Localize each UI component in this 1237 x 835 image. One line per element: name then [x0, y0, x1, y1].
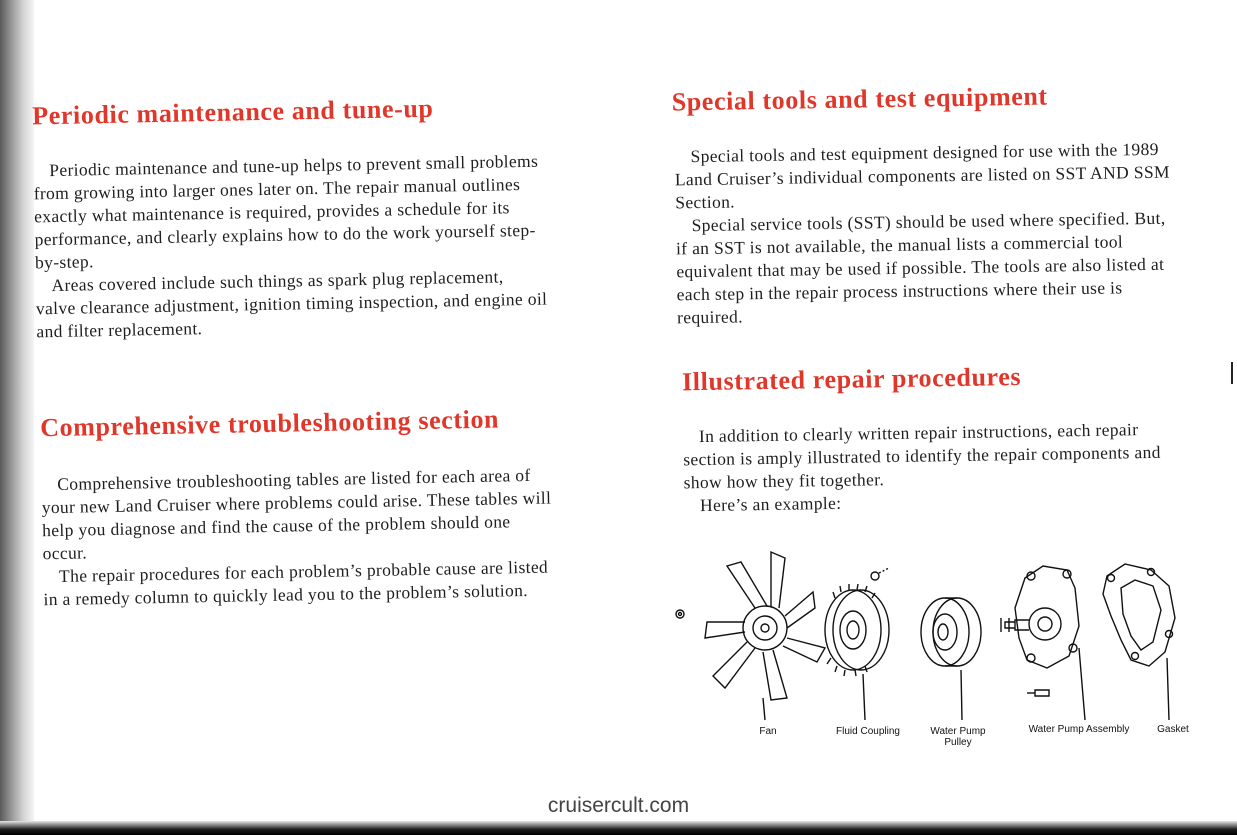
special-tools-paragraph-2: Special service tools (SST) should be used where specified. But, if an SST is not available, the manual lists a commercial tool equivalent that may be used if possible. The tools are also listed at each step in the repair process instructions where their use is required. — [675, 207, 1166, 328]
label-water-pump-assembly: Water Pump Assembly — [1028, 724, 1130, 735]
periodic-maintenance-body — [33, 150, 548, 344]
watermark-text: cruisercult.com — [547, 794, 690, 817]
label-fan: Fan — [759, 726, 777, 737]
heading-troubleshooting: Comprehensive troubleshooting section — [39, 404, 500, 443]
fluid-coupling-icon — [825, 568, 889, 720]
troubleshooting-paragraph-1: Comprehensive troubleshooting tables are listed for each area of your new Land Cruiser where problems could arise. These tables will help you diagnose and find the cause of the problem should one occur. — [41, 464, 552, 564]
margin-mark — [1231, 362, 1233, 384]
book-spine-shadow — [0, 0, 34, 835]
troubleshooting-body — [41, 463, 558, 611]
illustrated-paragraph-2: Here’s an example: — [699, 492, 842, 516]
periodic-paragraph-2: Areas covered include such things as spark plug replacement, valve clearance adjustment, ignition timing inspection, and engine oil and filter replacement. — [35, 266, 548, 342]
illustrated-paragraph-1: In addition to clearly written repair instructions, each repair section is amply illustrated to identify the repair components and show how they fit together. — [683, 419, 1161, 493]
special-tools-paragraph-1: Special tools and test equipment designed for use with the 1989 Land Cruiser’s individual components are listed on SST AND SSM Section. — [674, 138, 1170, 213]
water-pump-pulley-icon — [921, 598, 981, 720]
label-gasket: Gasket — [1157, 724, 1189, 735]
heading-special-tools: Special tools and test equipment — [671, 81, 1048, 117]
label-water-pump-pulley-line-2: Pulley — [944, 737, 972, 748]
scan-bottom-edge — [0, 821, 1237, 835]
heading-periodic-maintenance: Periodic maintenance and tune-up — [31, 93, 434, 131]
label-water-pump-pulley-line-1: Water Pump — [930, 726, 986, 737]
water-pump-exploded-diagram — [675, 548, 1205, 768]
heading-illustrated-procedures: Illustrated repair procedures — [681, 362, 1022, 397]
troubleshooting-paragraph-2: The repair procedures for each problem’s probable cause are listed in a remedy column to quickly lead you to the problem’s solution. — [43, 556, 549, 610]
label-fluid-coupling: Fluid Coupling — [836, 726, 900, 737]
periodic-paragraph-1: Periodic maintenance and tune-up helps to prevent small problems from growing into larger ones later on. The repair manual outlines exactly what maintenance is required, provides a schedule for its performance, and clearly explains how to do the work yourself step-by-step. — [33, 150, 539, 273]
illustrated-procedures-body — [683, 418, 1178, 518]
label-water-pump-pulley — [923, 726, 993, 748]
bolt-icon — [676, 610, 684, 618]
water-pump-assembly-icon — [1001, 566, 1085, 720]
gasket-icon — [1103, 564, 1175, 720]
special-tools-body — [674, 138, 1175, 330]
fan-icon — [705, 552, 825, 720]
